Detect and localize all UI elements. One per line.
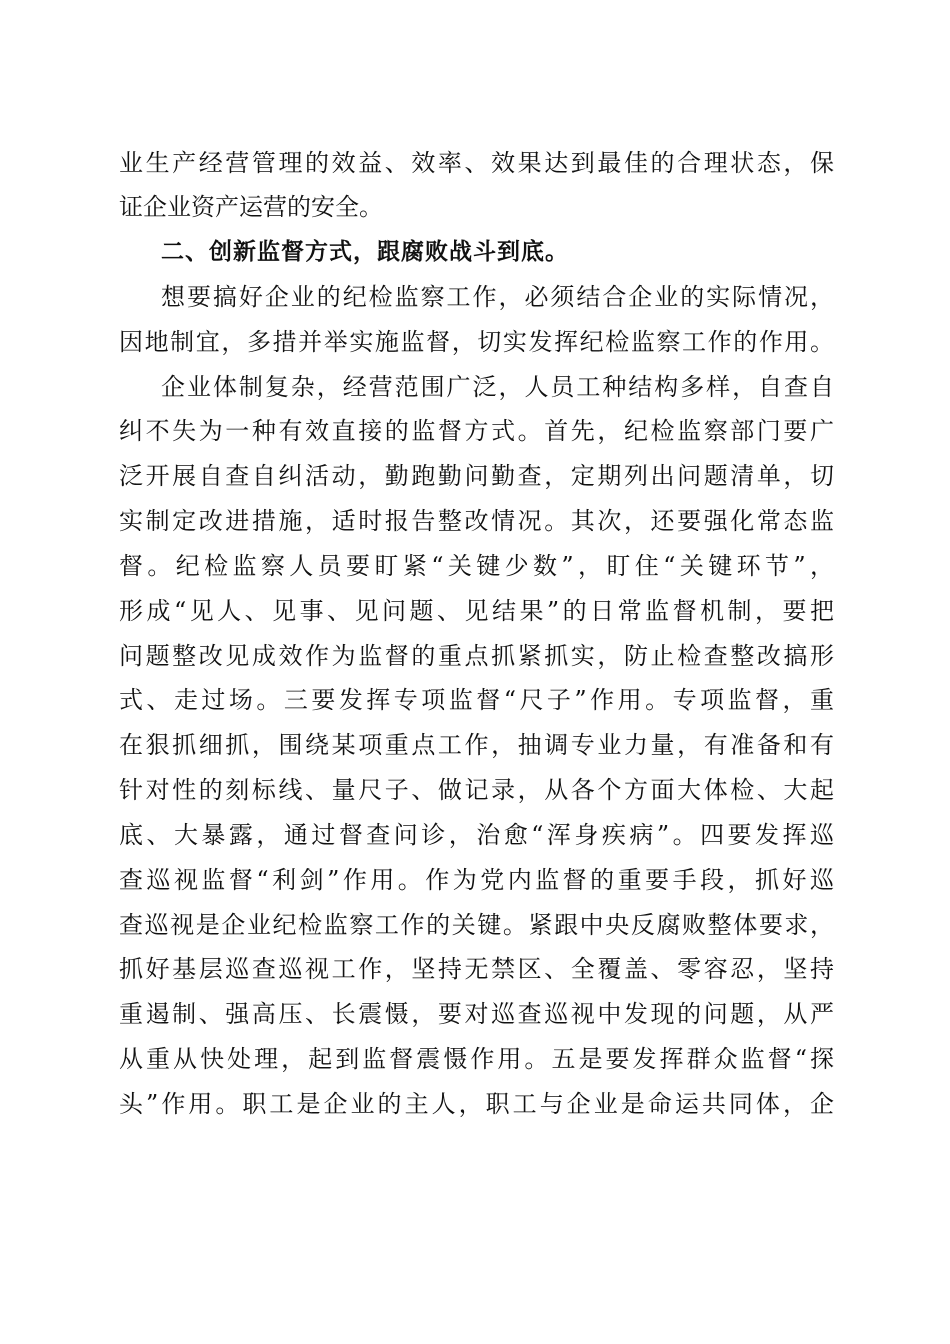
text-line: 头”作用。职工是企业的主人，职工与企业是命运共同体，企 bbox=[119, 1090, 834, 1118]
text-line: 企业体制复杂，经营范围广泛，人员工种结构多样，自查自 bbox=[161, 373, 834, 401]
text-line: 底、大暴露，通过督查问诊，治愈“浑身疾病”。四要发挥巡 bbox=[119, 821, 834, 849]
section-heading: 二、创新监督方式，跟腐败战斗到底。 bbox=[161, 239, 569, 265]
text-line: 问题整改见成效作为监督的重点抓紧抓实，防止检查整改搞形 bbox=[119, 642, 834, 670]
text-line: 针对性的刻标线、量尺子、做记录，从各个方面大体检、大起 bbox=[119, 776, 834, 804]
text-line: 查巡视是企业纪检监察工作的关键。紧跟中央反腐败整体要求， bbox=[119, 911, 834, 939]
text-line: 重遏制、强高压、长震慑，要对巡查巡视中发现的问题，从严 bbox=[119, 1000, 834, 1028]
text-line: 纠不失为一种有效直接的监督方式。首先，纪检监察部门要广 bbox=[119, 417, 834, 445]
text-line: 在狠抓细抓，围绕某项重点工作，抽调专业力量，有准备和有 bbox=[119, 731, 834, 759]
text-line: 因地制宜，多措并举实施监督，切实发挥纪检监察工作的作用。 bbox=[119, 328, 834, 356]
text-line: 查巡视监督“利剑”作用。作为党内监督的重要手段，抓好巡 bbox=[119, 866, 834, 894]
text-line: 想要搞好企业的纪检监察工作，必须结合企业的实际情况， bbox=[161, 283, 834, 311]
text-line: 从重从快处理，起到监督震慑作用。五是要发挥群众监督“探 bbox=[119, 1045, 834, 1073]
text-line: 形成“见人、见事、见问题、见结果”的日常监督机制，要把 bbox=[119, 597, 834, 625]
text-line: 实制定改进措施，适时报告整改情况。其次，还要强化常态监 bbox=[119, 507, 834, 535]
text-line: 抓好基层巡查巡视工作，坚持无禁区、全覆盖、零容忍，坚持 bbox=[119, 955, 834, 983]
text-line: 督。纪检监察人员要盯紧“关键少数”，盯住“关键环节”， bbox=[119, 552, 834, 580]
text-line: 式、走过场。三要发挥专项监督“尺子”作用。专项监督，重 bbox=[119, 686, 834, 714]
text-line: 泛开展自查自纠活动，勤跑勤问勤查，定期列出问题清单，切 bbox=[119, 462, 834, 490]
text-line: 业生产经营管理的效益、效率、效果达到最佳的合理状态，保 bbox=[119, 149, 834, 177]
text-line: 证企业资产运营的安全。 bbox=[119, 193, 383, 221]
